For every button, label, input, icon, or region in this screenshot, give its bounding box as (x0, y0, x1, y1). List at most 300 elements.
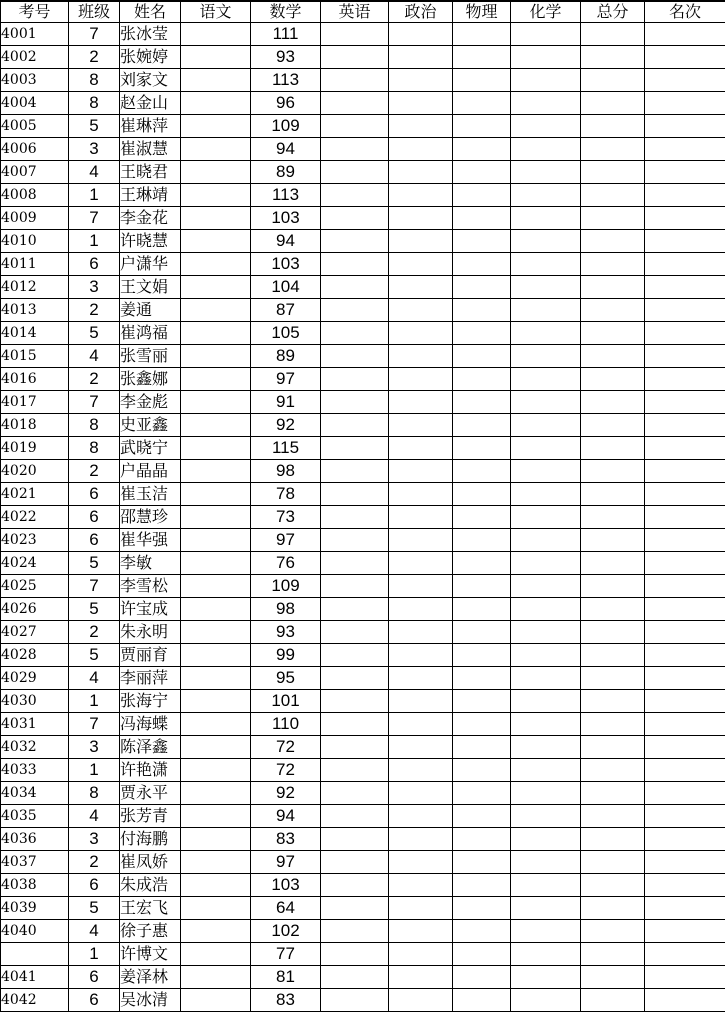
cell-english[interactable] (321, 943, 389, 966)
cell-math[interactable]: 83 (251, 828, 321, 851)
cell-exam-number[interactable]: 4012 (1, 276, 69, 299)
cell-english[interactable] (321, 207, 389, 230)
cell-math[interactable]: 104 (251, 276, 321, 299)
cell-rank[interactable] (645, 184, 725, 207)
cell-math[interactable]: 109 (251, 575, 321, 598)
cell-total[interactable] (581, 529, 645, 552)
cell-physics[interactable] (453, 368, 511, 391)
cell-total[interactable] (581, 391, 645, 414)
cell-english[interactable] (321, 851, 389, 874)
cell-exam-number[interactable]: 4014 (1, 322, 69, 345)
cell-chemistry[interactable] (511, 161, 581, 184)
cell-class[interactable]: 6 (69, 966, 120, 989)
cell-math[interactable]: 109 (251, 115, 321, 138)
cell-exam-number[interactable]: 4021 (1, 483, 69, 506)
cell-math[interactable]: 78 (251, 483, 321, 506)
cell-english[interactable] (321, 138, 389, 161)
cell-class[interactable]: 7 (69, 391, 120, 414)
cell-politics[interactable] (389, 460, 453, 483)
cell-english[interactable] (321, 115, 389, 138)
cell-exam-number[interactable]: 4017 (1, 391, 69, 414)
cell-total[interactable] (581, 575, 645, 598)
cell-name[interactable]: 姜通 (120, 299, 181, 322)
cell-class[interactable]: 8 (69, 414, 120, 437)
cell-class[interactable]: 6 (69, 253, 120, 276)
cell-rank[interactable] (645, 621, 725, 644)
cell-politics[interactable] (389, 736, 453, 759)
cell-class[interactable]: 5 (69, 897, 120, 920)
cell-exam-number[interactable]: 4005 (1, 115, 69, 138)
cell-physics[interactable] (453, 253, 511, 276)
cell-physics[interactable] (453, 207, 511, 230)
cell-english[interactable] (321, 69, 389, 92)
cell-chinese[interactable] (181, 667, 251, 690)
cell-politics[interactable] (389, 138, 453, 161)
cell-chemistry[interactable] (511, 92, 581, 115)
cell-name[interactable]: 贾丽育 (120, 644, 181, 667)
cell-politics[interactable] (389, 230, 453, 253)
cell-physics[interactable] (453, 184, 511, 207)
cell-total[interactable] (581, 644, 645, 667)
cell-chinese[interactable] (181, 874, 251, 897)
cell-rank[interactable] (645, 46, 725, 69)
cell-exam-number[interactable]: 4038 (1, 874, 69, 897)
cell-total[interactable] (581, 989, 645, 1012)
cell-class[interactable]: 6 (69, 874, 120, 897)
cell-name[interactable]: 姜泽林 (120, 966, 181, 989)
cell-english[interactable] (321, 759, 389, 782)
cell-physics[interactable] (453, 874, 511, 897)
cell-rank[interactable] (645, 506, 725, 529)
cell-rank[interactable] (645, 598, 725, 621)
cell-chinese[interactable] (181, 115, 251, 138)
cell-class[interactable]: 3 (69, 276, 120, 299)
cell-class[interactable]: 6 (69, 989, 120, 1012)
cell-rank[interactable] (645, 529, 725, 552)
cell-exam-number[interactable]: 4036 (1, 828, 69, 851)
cell-math[interactable]: 103 (251, 874, 321, 897)
cell-physics[interactable] (453, 920, 511, 943)
cell-chinese[interactable] (181, 897, 251, 920)
cell-politics[interactable] (389, 575, 453, 598)
cell-chemistry[interactable] (511, 851, 581, 874)
cell-english[interactable] (321, 299, 389, 322)
cell-chinese[interactable] (181, 161, 251, 184)
cell-total[interactable] (581, 713, 645, 736)
cell-rank[interactable] (645, 782, 725, 805)
cell-rank[interactable] (645, 851, 725, 874)
cell-politics[interactable] (389, 391, 453, 414)
cell-chemistry[interactable] (511, 345, 581, 368)
cell-chemistry[interactable] (511, 966, 581, 989)
cell-chemistry[interactable] (511, 621, 581, 644)
cell-english[interactable] (321, 253, 389, 276)
cell-chinese[interactable] (181, 138, 251, 161)
cell-physics[interactable] (453, 943, 511, 966)
cell-chinese[interactable] (181, 713, 251, 736)
cell-exam-number[interactable]: 4031 (1, 713, 69, 736)
cell-chemistry[interactable] (511, 253, 581, 276)
cell-physics[interactable] (453, 644, 511, 667)
cell-rank[interactable] (645, 690, 725, 713)
cell-math[interactable]: 113 (251, 184, 321, 207)
cell-rank[interactable] (645, 391, 725, 414)
cell-exam-number[interactable]: 4032 (1, 736, 69, 759)
cell-chinese[interactable] (181, 805, 251, 828)
cell-chemistry[interactable] (511, 276, 581, 299)
cell-name[interactable]: 李金花 (120, 207, 181, 230)
cell-name[interactable]: 崔琳萍 (120, 115, 181, 138)
cell-politics[interactable] (389, 506, 453, 529)
cell-math[interactable]: 92 (251, 782, 321, 805)
cell-total[interactable] (581, 897, 645, 920)
cell-chemistry[interactable] (511, 782, 581, 805)
cell-politics[interactable] (389, 253, 453, 276)
cell-chinese[interactable] (181, 621, 251, 644)
cell-chinese[interactable] (181, 690, 251, 713)
cell-math[interactable]: 93 (251, 46, 321, 69)
cell-exam-number[interactable]: 4023 (1, 529, 69, 552)
cell-physics[interactable] (453, 414, 511, 437)
cell-name[interactable]: 许艳潇 (120, 759, 181, 782)
cell-physics[interactable] (453, 437, 511, 460)
cell-total[interactable] (581, 299, 645, 322)
cell-physics[interactable] (453, 713, 511, 736)
cell-chemistry[interactable] (511, 299, 581, 322)
cell-physics[interactable] (453, 989, 511, 1012)
cell-physics[interactable] (453, 759, 511, 782)
cell-chinese[interactable] (181, 920, 251, 943)
cell-name[interactable]: 邵慧珍 (120, 506, 181, 529)
cell-physics[interactable] (453, 23, 511, 46)
cell-rank[interactable] (645, 322, 725, 345)
cell-chinese[interactable] (181, 989, 251, 1012)
cell-math[interactable]: 113 (251, 69, 321, 92)
cell-chemistry[interactable] (511, 828, 581, 851)
cell-total[interactable] (581, 667, 645, 690)
cell-name[interactable]: 李雪松 (120, 575, 181, 598)
cell-class[interactable]: 1 (69, 943, 120, 966)
cell-physics[interactable] (453, 897, 511, 920)
cell-class[interactable]: 5 (69, 598, 120, 621)
cell-chemistry[interactable] (511, 736, 581, 759)
cell-class[interactable]: 2 (69, 299, 120, 322)
cell-name[interactable]: 陈泽鑫 (120, 736, 181, 759)
cell-english[interactable] (321, 391, 389, 414)
cell-exam-number[interactable]: 4035 (1, 805, 69, 828)
cell-politics[interactable] (389, 782, 453, 805)
cell-chinese[interactable] (181, 69, 251, 92)
cell-rank[interactable] (645, 368, 725, 391)
cell-english[interactable] (321, 230, 389, 253)
cell-chinese[interactable] (181, 92, 251, 115)
cell-chemistry[interactable] (511, 322, 581, 345)
cell-name[interactable]: 崔凤娇 (120, 851, 181, 874)
cell-politics[interactable] (389, 920, 453, 943)
cell-rank[interactable] (645, 460, 725, 483)
cell-class[interactable]: 1 (69, 230, 120, 253)
cell-exam-number[interactable]: 4026 (1, 598, 69, 621)
cell-name[interactable]: 付海鹏 (120, 828, 181, 851)
cell-politics[interactable] (389, 92, 453, 115)
cell-total[interactable] (581, 92, 645, 115)
cell-english[interactable] (321, 828, 389, 851)
cell-english[interactable] (321, 184, 389, 207)
cell-politics[interactable] (389, 276, 453, 299)
cell-politics[interactable] (389, 483, 453, 506)
cell-name[interactable]: 许晓慧 (120, 230, 181, 253)
cell-physics[interactable] (453, 851, 511, 874)
cell-total[interactable] (581, 207, 645, 230)
cell-english[interactable] (321, 414, 389, 437)
cell-math[interactable]: 83 (251, 989, 321, 1012)
cell-name[interactable]: 张海宁 (120, 690, 181, 713)
cell-chinese[interactable] (181, 483, 251, 506)
cell-name[interactable]: 张芳青 (120, 805, 181, 828)
cell-class[interactable]: 7 (69, 575, 120, 598)
cell-math[interactable]: 102 (251, 920, 321, 943)
cell-physics[interactable] (453, 46, 511, 69)
cell-chinese[interactable] (181, 460, 251, 483)
cell-math[interactable]: 98 (251, 598, 321, 621)
cell-chemistry[interactable] (511, 184, 581, 207)
cell-total[interactable] (581, 851, 645, 874)
cell-name[interactable]: 许宝成 (120, 598, 181, 621)
cell-english[interactable] (321, 506, 389, 529)
cell-chemistry[interactable] (511, 713, 581, 736)
cell-english[interactable] (321, 368, 389, 391)
cell-name[interactable]: 贾永平 (120, 782, 181, 805)
cell-rank[interactable] (645, 115, 725, 138)
cell-exam-number[interactable]: 4027 (1, 621, 69, 644)
cell-politics[interactable] (389, 299, 453, 322)
cell-class[interactable]: 2 (69, 368, 120, 391)
cell-total[interactable] (581, 115, 645, 138)
cell-chinese[interactable] (181, 276, 251, 299)
cell-rank[interactable] (645, 23, 725, 46)
cell-physics[interactable] (453, 736, 511, 759)
cell-chinese[interactable] (181, 759, 251, 782)
cell-chinese[interactable] (181, 851, 251, 874)
cell-chemistry[interactable] (511, 667, 581, 690)
cell-english[interactable] (321, 46, 389, 69)
cell-class[interactable]: 3 (69, 736, 120, 759)
cell-class[interactable]: 5 (69, 322, 120, 345)
cell-rank[interactable] (645, 828, 725, 851)
cell-politics[interactable] (389, 828, 453, 851)
cell-name[interactable]: 张雪丽 (120, 345, 181, 368)
cell-physics[interactable] (453, 230, 511, 253)
cell-total[interactable] (581, 253, 645, 276)
cell-exam-number[interactable]: 4025 (1, 575, 69, 598)
cell-chinese[interactable] (181, 782, 251, 805)
cell-class[interactable]: 6 (69, 483, 120, 506)
cell-name[interactable]: 徐子惠 (120, 920, 181, 943)
cell-chemistry[interactable] (511, 368, 581, 391)
cell-english[interactable] (321, 874, 389, 897)
cell-total[interactable] (581, 874, 645, 897)
cell-english[interactable] (321, 23, 389, 46)
cell-physics[interactable] (453, 621, 511, 644)
cell-chemistry[interactable] (511, 920, 581, 943)
cell-exam-number[interactable]: 4020 (1, 460, 69, 483)
cell-total[interactable] (581, 69, 645, 92)
cell-english[interactable] (321, 575, 389, 598)
cell-english[interactable] (321, 667, 389, 690)
cell-chemistry[interactable] (511, 552, 581, 575)
cell-english[interactable] (321, 345, 389, 368)
cell-english[interactable] (321, 437, 389, 460)
cell-total[interactable] (581, 598, 645, 621)
cell-name[interactable]: 朱成浩 (120, 874, 181, 897)
cell-rank[interactable] (645, 299, 725, 322)
cell-physics[interactable] (453, 667, 511, 690)
cell-name[interactable]: 赵金山 (120, 92, 181, 115)
cell-chinese[interactable] (181, 552, 251, 575)
cell-math[interactable]: 72 (251, 736, 321, 759)
cell-chinese[interactable] (181, 943, 251, 966)
cell-physics[interactable] (453, 322, 511, 345)
cell-chemistry[interactable] (511, 598, 581, 621)
cell-name[interactable]: 朱永明 (120, 621, 181, 644)
cell-exam-number[interactable]: 4042 (1, 989, 69, 1012)
cell-english[interactable] (321, 598, 389, 621)
cell-class[interactable]: 3 (69, 828, 120, 851)
cell-name[interactable]: 许博文 (120, 943, 181, 966)
cell-physics[interactable] (453, 483, 511, 506)
cell-class[interactable]: 8 (69, 92, 120, 115)
cell-rank[interactable] (645, 920, 725, 943)
cell-math[interactable]: 103 (251, 253, 321, 276)
cell-physics[interactable] (453, 391, 511, 414)
cell-exam-number[interactable]: 4002 (1, 46, 69, 69)
cell-exam-number[interactable]: 4006 (1, 138, 69, 161)
cell-math[interactable]: 89 (251, 345, 321, 368)
cell-chinese[interactable] (181, 529, 251, 552)
cell-total[interactable] (581, 23, 645, 46)
cell-chemistry[interactable] (511, 483, 581, 506)
cell-class[interactable]: 5 (69, 115, 120, 138)
cell-chinese[interactable] (181, 391, 251, 414)
cell-total[interactable] (581, 966, 645, 989)
cell-name[interactable]: 崔玉洁 (120, 483, 181, 506)
cell-class[interactable]: 8 (69, 69, 120, 92)
cell-rank[interactable] (645, 966, 725, 989)
cell-physics[interactable] (453, 529, 511, 552)
cell-politics[interactable] (389, 598, 453, 621)
cell-physics[interactable] (453, 161, 511, 184)
cell-total[interactable] (581, 46, 645, 69)
cell-politics[interactable] (389, 345, 453, 368)
cell-politics[interactable] (389, 644, 453, 667)
cell-rank[interactable] (645, 345, 725, 368)
cell-politics[interactable] (389, 621, 453, 644)
cell-english[interactable] (321, 782, 389, 805)
cell-math[interactable]: 77 (251, 943, 321, 966)
cell-total[interactable] (581, 759, 645, 782)
cell-chinese[interactable] (181, 253, 251, 276)
cell-politics[interactable] (389, 529, 453, 552)
cell-chinese[interactable] (181, 736, 251, 759)
cell-class[interactable]: 8 (69, 782, 120, 805)
cell-physics[interactable] (453, 552, 511, 575)
cell-class[interactable]: 7 (69, 23, 120, 46)
cell-math[interactable]: 99 (251, 644, 321, 667)
cell-class[interactable]: 8 (69, 437, 120, 460)
cell-exam-number[interactable]: 4028 (1, 644, 69, 667)
cell-total[interactable] (581, 161, 645, 184)
cell-english[interactable] (321, 966, 389, 989)
cell-total[interactable] (581, 805, 645, 828)
cell-chinese[interactable] (181, 322, 251, 345)
cell-politics[interactable] (389, 690, 453, 713)
cell-name[interactable]: 户晶晶 (120, 460, 181, 483)
cell-name[interactable]: 吴冰清 (120, 989, 181, 1012)
cell-rank[interactable] (645, 736, 725, 759)
cell-name[interactable]: 王文娟 (120, 276, 181, 299)
cell-total[interactable] (581, 736, 645, 759)
cell-chemistry[interactable] (511, 46, 581, 69)
cell-physics[interactable] (453, 299, 511, 322)
cell-math[interactable]: 73 (251, 506, 321, 529)
cell-rank[interactable] (645, 69, 725, 92)
cell-exam-number[interactable]: 4019 (1, 437, 69, 460)
cell-chemistry[interactable] (511, 575, 581, 598)
cell-math[interactable]: 89 (251, 161, 321, 184)
cell-english[interactable] (321, 690, 389, 713)
cell-math[interactable]: 105 (251, 322, 321, 345)
cell-math[interactable]: 101 (251, 690, 321, 713)
cell-exam-number[interactable]: 4004 (1, 92, 69, 115)
cell-english[interactable] (321, 920, 389, 943)
cell-chemistry[interactable] (511, 529, 581, 552)
cell-politics[interactable] (389, 115, 453, 138)
cell-rank[interactable] (645, 230, 725, 253)
cell-math[interactable]: 115 (251, 437, 321, 460)
cell-math[interactable]: 92 (251, 414, 321, 437)
cell-exam-number[interactable]: 4022 (1, 506, 69, 529)
cell-physics[interactable] (453, 115, 511, 138)
cell-class[interactable]: 4 (69, 667, 120, 690)
cell-total[interactable] (581, 322, 645, 345)
cell-exam-number[interactable]: 4007 (1, 161, 69, 184)
cell-chemistry[interactable] (511, 506, 581, 529)
cell-english[interactable] (321, 322, 389, 345)
cell-physics[interactable] (453, 92, 511, 115)
cell-math[interactable]: 93 (251, 621, 321, 644)
cell-politics[interactable] (389, 322, 453, 345)
cell-english[interactable] (321, 276, 389, 299)
cell-rank[interactable] (645, 805, 725, 828)
cell-politics[interactable] (389, 851, 453, 874)
cell-class[interactable]: 6 (69, 529, 120, 552)
cell-class[interactable]: 4 (69, 345, 120, 368)
cell-chemistry[interactable] (511, 391, 581, 414)
cell-exam-number[interactable]: 4041 (1, 966, 69, 989)
cell-physics[interactable] (453, 690, 511, 713)
cell-math[interactable]: 97 (251, 529, 321, 552)
cell-exam-number[interactable]: 4040 (1, 920, 69, 943)
cell-rank[interactable] (645, 276, 725, 299)
cell-exam-number[interactable]: 4008 (1, 184, 69, 207)
cell-chinese[interactable] (181, 368, 251, 391)
cell-english[interactable] (321, 897, 389, 920)
cell-math[interactable]: 111 (251, 23, 321, 46)
cell-exam-number[interactable]: 4029 (1, 667, 69, 690)
cell-chemistry[interactable] (511, 897, 581, 920)
cell-rank[interactable] (645, 92, 725, 115)
cell-chinese[interactable] (181, 207, 251, 230)
